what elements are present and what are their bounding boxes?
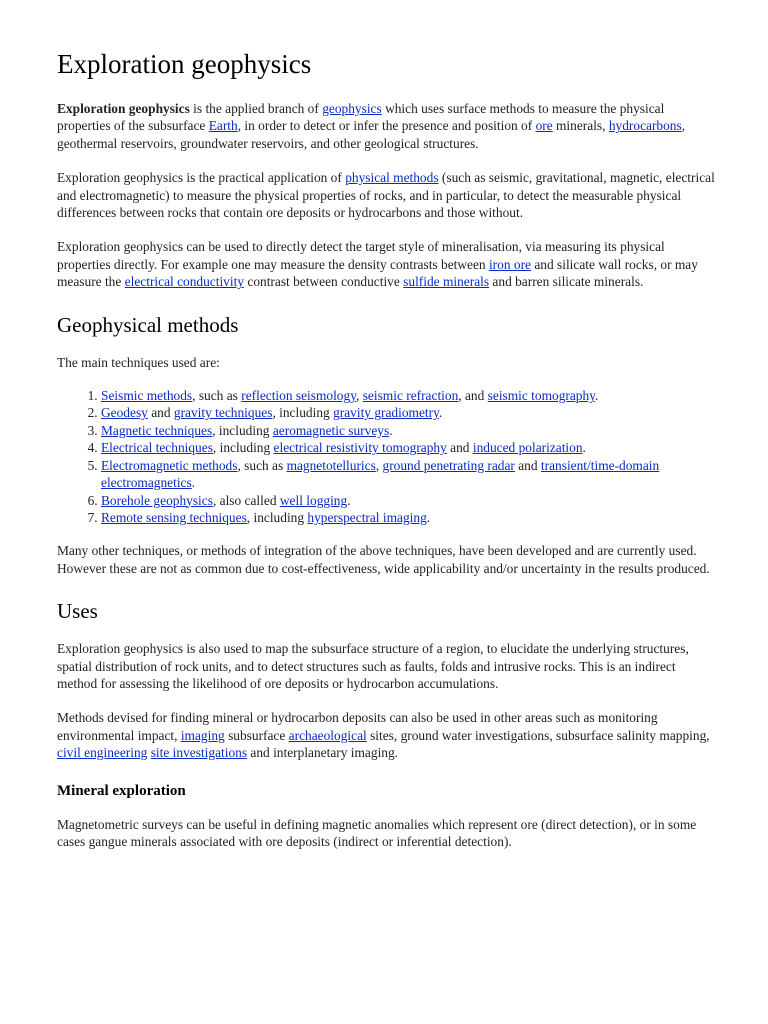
section-heading-geophysical-methods: Geophysical methods	[57, 312, 239, 337]
text-span: , including	[212, 440, 274, 456]
list-item	[101, 492, 717, 509]
text-span: subsurface	[224, 727, 289, 743]
link-electrical-resistivity-tomography[interactable]: electrical resistivity tomography	[273, 440, 447, 456]
text-span: which uses surface methods to measure the physical properties of the subsurface	[57, 101, 665, 134]
link-remote-sensing-techniques[interactable]: Remote sensing techniques	[101, 509, 247, 525]
text-span: .	[191, 475, 196, 491]
methods-list	[57, 387, 717, 526]
link-gravity-techniques[interactable]: gravity techniques	[173, 405, 273, 421]
text-span: Exploration geophysics can be used to directly detect the target style of mineralisation, via measuring its physical properties directly. For example one may measure the density contrasts between	[57, 239, 665, 272]
text-span: and interplanetary imaging.	[247, 745, 399, 761]
uses-paragraph-1: Exploration geophysics is also used to map the subsurface structure of a region, to elucidate the underlying structures, spatial distribution of rock units, and to detect structures such as faults, folds and intrusive rocks. This is an indirect method for assessing the likelihood of ore deposits or hydrocarbon accumulations.	[57, 641, 689, 691]
text-span: , including	[246, 509, 308, 525]
text-span: .	[438, 405, 443, 421]
link-magnetotellurics[interactable]: magnetotellurics	[286, 457, 376, 473]
text-span: , such as	[192, 388, 242, 404]
text-span: ,	[356, 388, 363, 404]
list-item	[101, 439, 717, 456]
text-span: .	[595, 388, 599, 404]
section-heading-uses: Uses	[57, 599, 98, 624]
link-hydrocarbons[interactable]: hydrocarbons	[608, 118, 682, 134]
link-seismic-refraction[interactable]: seismic refraction	[362, 388, 459, 404]
link-aeromagnetic-surveys[interactable]: aeromagnetic surveys	[272, 422, 390, 438]
text-span: and	[514, 457, 541, 473]
list-item	[101, 457, 717, 492]
text-span: , and	[458, 388, 488, 404]
uses-paragraph-2	[57, 709, 717, 761]
text-span: contrast between conductive	[244, 274, 404, 290]
text-span: and	[446, 440, 473, 456]
link-induced-polarization[interactable]: induced polarization	[472, 440, 583, 456]
text-span: and silicate wall rocks, or may measure the	[57, 256, 698, 290]
mineral-paragraph-1: Magnetometric surveys can be useful in defining magnetic anomalies which represent ore (direct detection), or in some cases gangue minerals associated with ore deposits (indirect or inferential detection).	[57, 816, 697, 849]
link-borehole-geophysics[interactable]: Borehole geophysics	[101, 492, 213, 508]
link-magnetic-techniques[interactable]: Magnetic techniques	[101, 422, 213, 438]
link-geophysics[interactable]: geophysics	[322, 101, 382, 116]
link-civil-engineering[interactable]: civil engineering	[57, 745, 148, 761]
text-span: , geothermal reservoirs, groundwater reservoirs, and other geological structures.	[57, 118, 686, 151]
link-transient-time-domain-electromagnetics[interactable]: transient/time-domain electromagnetics	[101, 457, 660, 491]
link-physical-methods[interactable]: physical methods	[345, 170, 439, 186]
list-item	[101, 509, 717, 526]
link-reflection-seismology[interactable]: reflection seismology	[241, 388, 357, 404]
link-site-investigations[interactable]: site investigations	[150, 745, 248, 761]
text-span: .	[389, 422, 393, 438]
text-span: Exploration geophysics is the practical application of	[57, 170, 346, 186]
subsection-heading-mineral-exploration: Mineral exploration	[57, 782, 186, 799]
text-span: and barren silicate minerals.	[489, 274, 644, 290]
text-span: Methods devised for finding mineral or hydrocarbon deposits can also be used in other areas such as monitoring environmental impact,	[57, 710, 658, 743]
link-hyperspectral-imaging[interactable]: hyperspectral imaging	[307, 509, 427, 525]
page-title: Exploration geophysics	[57, 49, 312, 79]
link-seismic-methods[interactable]: Seismic methods	[101, 388, 193, 404]
link-sulfide-minerals[interactable]: sulfide minerals	[403, 274, 490, 290]
text-span: and	[147, 405, 174, 421]
link-ore[interactable]: ore	[535, 118, 553, 134]
text-span: .	[347, 492, 351, 508]
text-span: , also called	[212, 492, 280, 508]
link-seismic-tomography[interactable]: seismic tomography	[487, 388, 596, 404]
intro-paragraph-3	[57, 238, 717, 290]
link-well-logging[interactable]: well logging	[279, 492, 348, 508]
link-earth[interactable]: Earth	[208, 118, 238, 134]
list-item	[101, 404, 717, 421]
text-span: , including	[212, 422, 273, 438]
text-span: , including	[272, 405, 334, 421]
link-geodesy[interactable]: Geodesy	[101, 405, 148, 421]
link-iron-ore[interactable]: iron ore	[488, 256, 531, 272]
link-electrical-techniques[interactable]: Electrical techniques	[101, 440, 213, 456]
bold-term: Exploration geophysics	[57, 101, 190, 116]
text-span: ,	[375, 457, 383, 473]
link-electrical-conductivity[interactable]: electrical conductivity	[124, 274, 245, 290]
intro-paragraph-1	[57, 100, 717, 152]
text-span: minerals,	[552, 118, 609, 134]
link-electromagnetic-methods[interactable]: Electromagnetic methods	[101, 457, 238, 473]
methods-intro-paragraph: The main techniques used are:	[57, 354, 220, 370]
article-content	[57, 44, 717, 850]
text-span: is the applied branch of	[189, 101, 323, 116]
text-span: , in order to detect or infer the presence and position of	[237, 118, 536, 134]
text-span: .	[582, 440, 586, 456]
intro-paragraph-2	[57, 169, 717, 221]
link-gravity-gradiometry[interactable]: gravity gradiometry	[333, 405, 439, 421]
link-imaging[interactable]: imaging	[180, 727, 225, 743]
text-span: (such as seismic, gravitational, magnetic, electrical and electromagnetic) to measure the physical properties of rocks, and in particular, to detect the measurable physical differences between rocks that contain ore deposits or hydrocarbons and those without.	[57, 170, 715, 221]
methods-note-paragraph: Many other techniques, or methods of integration of the above techniques, have been developed and are currently used. However these are not as common due to cost-effectiveness, wide applicability and/or uncertainty in the results produced.	[57, 543, 710, 576]
text-span: .	[426, 509, 431, 525]
list-item	[101, 422, 717, 439]
link-archaeological[interactable]: archaeological	[288, 727, 367, 743]
text-span: , such as	[237, 457, 287, 473]
list-item	[101, 387, 717, 404]
text-span: sites, ground water investigations, subsurface salinity mapping,	[366, 727, 710, 743]
link-ground-penetrating-radar[interactable]: ground penetrating radar	[382, 457, 515, 473]
